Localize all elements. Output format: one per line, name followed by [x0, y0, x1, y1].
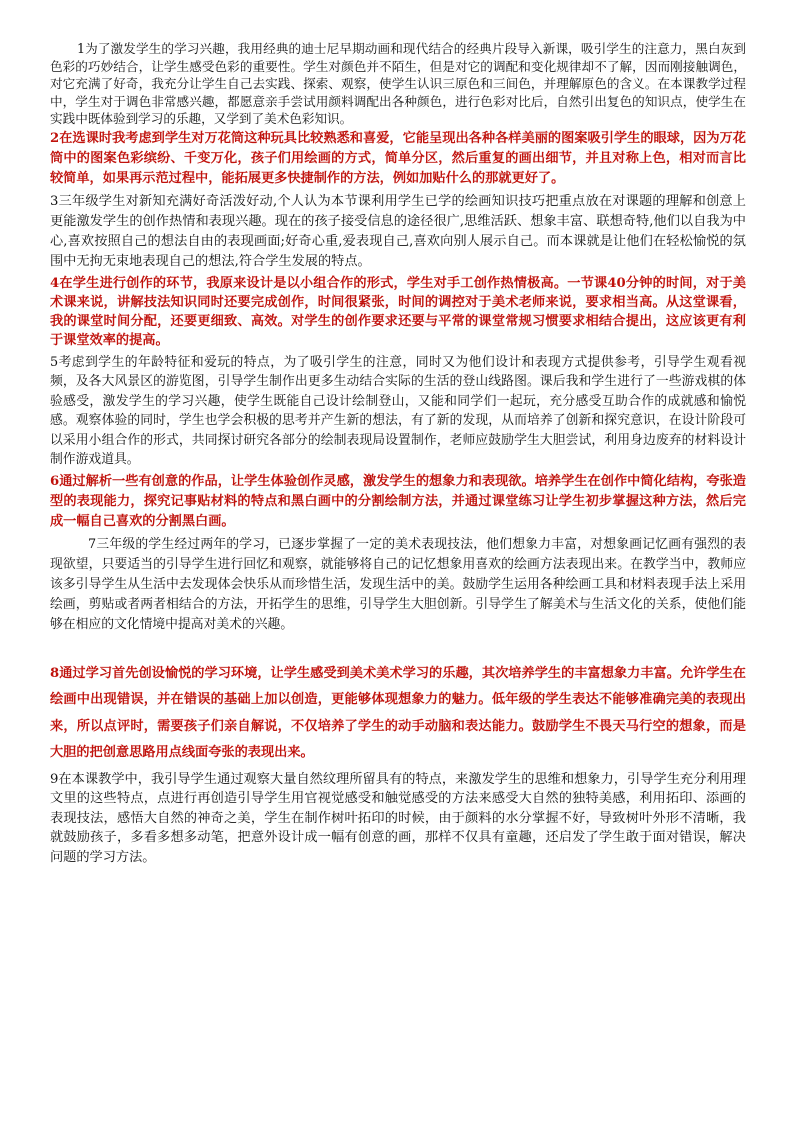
- paragraph-4: 4在学生进行创作的环节，我原来设计是以小组合作的形式，学生对手工创作热情极高。一节课40分钟的时间，对于美术课来说，讲解技法知识同时还要完成创作，时间很紧张，时间的调控对于美术老师来说，要求相当高。从这堂课看，我的课堂时间分配，还要更细致、高效。对学生的创作要求还要与平常的课堂常规习惯要求相结合提出，这应该更有利于课堂效率的提高。: [50, 275, 746, 348]
- paragraph-8: 8通过学习首先创设愉悦的学习环境，让学生感受到美术美术学习的乐趣，其次培养学生的丰富想象力丰富。允许学生在绘画中出现错误，并在错误的基础上加以创造，更能够体现想象力的魅力。低年级的学生表达不能够准确完美的表现出来，所以点评时，需要孩子们亲自解说，不仅培养了学生的动手动脑和表达能力。鼓励学生不畏天马行空的想象，而是大胆的把创意思路用点线面夸张的表现出来。: [50, 665, 746, 760]
- paragraph-7: 7三年级的学生经过两年的学习，已逐步掌握了一定的美术表现技法，他们想象力丰富，对想象画记忆画有强烈的表现欲望，只要适当的引导学生进行回忆和观察，就能够将自己的记忆想象用喜欢的绘画方法表现出来。在教学当中，教师应该多引导学生从生活中去发现体会快乐从而珍惜生活，发现生活中的美。鼓励学生运用各种绘画工具和材料表现手法上采用绘画，剪贴或者两者相结合的方法，开拓学生的思维，引导学生大胆创新。引导学生了解美术与生活文化的关系，使他们能够在相应的文化情境中提高对美术的兴趣。: [50, 536, 746, 632]
- paragraph-1: 1为了激发学生的学习兴趣，我用经典的迪士尼早期动画和现代结合的经典片段导入新课，吸引学生的注意力，黑白灰到色彩的巧妙结合，让学生感受色彩的重要性。学生对颜色并不陌生，但是对它的调配和变化规律却不了解，因而刚接触调色，对它充满了好奇，我充分让学生自己去实践、探索、观察，使学生认识三原色和三间色，并理解原色的含义。在本课教学过程中，学生对于调色非常感兴趣，都愿意亲手尝试用颜料调配出各种颜色，进行色彩对比后，自然引出复色的知识点，使学生在实践中既体验到学习的乐趣，又学到了美术色彩知识。: [50, 41, 746, 126]
- paragraph-9: 9在本课教学中，我引导学生通过观察大量自然纹理所留具有的特点，来激发学生的思维和想象力，引导学生充分利用理文里的这些特点，点进行再创造引导学生用官视觉感受和触觉感受的方法来感受大自然的独特美感，利用拓印、添画的表现技法，感悟大自然的神奇之美，学生在制作树叶拓印的时候，由于颜料的水分掌握不好，导致树叶外形不清晰，我就鼓励孩子，多看多想多动笔，把意外设计成一幅有创意的画，那样不仅具有童趣，还启发了学生敢于面对错误，解决问题的学习方法。: [50, 771, 746, 865]
- document-page: [50, 40, 746, 867]
- paragraph-6: 6通过解析一些有创意的作品，让学生体验创作灵感，激发学生的想象力和表现欲。培养学生在创作中简化结构，夸张造型的表现能力，探究记事贴材料的特点和黑白画中的分割绘制方法，并通过课堂练习让学生初步掌握这种方法，然后完成一幅自己喜欢的分割黑白画。: [50, 473, 746, 529]
- paragraph-2: 2在选课时我考虑到学生对万花筒这种玩具比较熟悉和喜爱，它能呈现出各种各样美丽的图案吸引学生的眼球，因为万花筒中的图案色彩缤纷、千变万化，孩子们用绘画的方式，简单分区，然后重复的画出细节，并且对称上色，相对而言比较简单，如果再示范过程中，能拓展更多快捷制作的方法，例如加贴什么的那就更好了。: [50, 130, 746, 186]
- paragraph-5: 5考虑到学生的年龄特征和爱玩的特点，为了吸引学生的注意，同时又为他们设计和表现方式提供参考，引导学生观看视频，及各大风景区的游览图，引导学生制作出更多生动结合实际的生活的登山线路图。课后我和学生进行了一些游戏棋的体验感受，激发学生的学习兴趣，使学生既能自己设计绘制登山，又能和同学们一起玩，充分感受互助合作的成就感和愉悦感。观察体验的同时，学生也学会积极的思考并产生新的想法，有了新的发现，从而培养了创新和探究意识，在设计阶段可以采用小组合作的形式，共同探讨研究各部分的绘制表现局设置制作，老师应鼓励学生大胆尝试，利用身边废弃的材料设计制作游戏道具。: [50, 354, 746, 467]
- paragraph-3: 3三年级学生对新知充满好奇活泼好动,个人认为本节课利用学生已学的绘画知识技巧把重点放在对课题的理解和创意上更能激发学生的创作热情和表现兴趣。现在的孩子接受信息的途径很广,思维活跃、想象丰富、联想奇特,他们以自我为中心,喜欢按照自己的想法自由的表现画面;好奇心重,爱表现自己,喜欢向别人展示自己。而本课就是让他们在轻松愉悦的氛围中无拘无束地表现自己的想法,符合学生发展的特点。: [50, 193, 746, 269]
